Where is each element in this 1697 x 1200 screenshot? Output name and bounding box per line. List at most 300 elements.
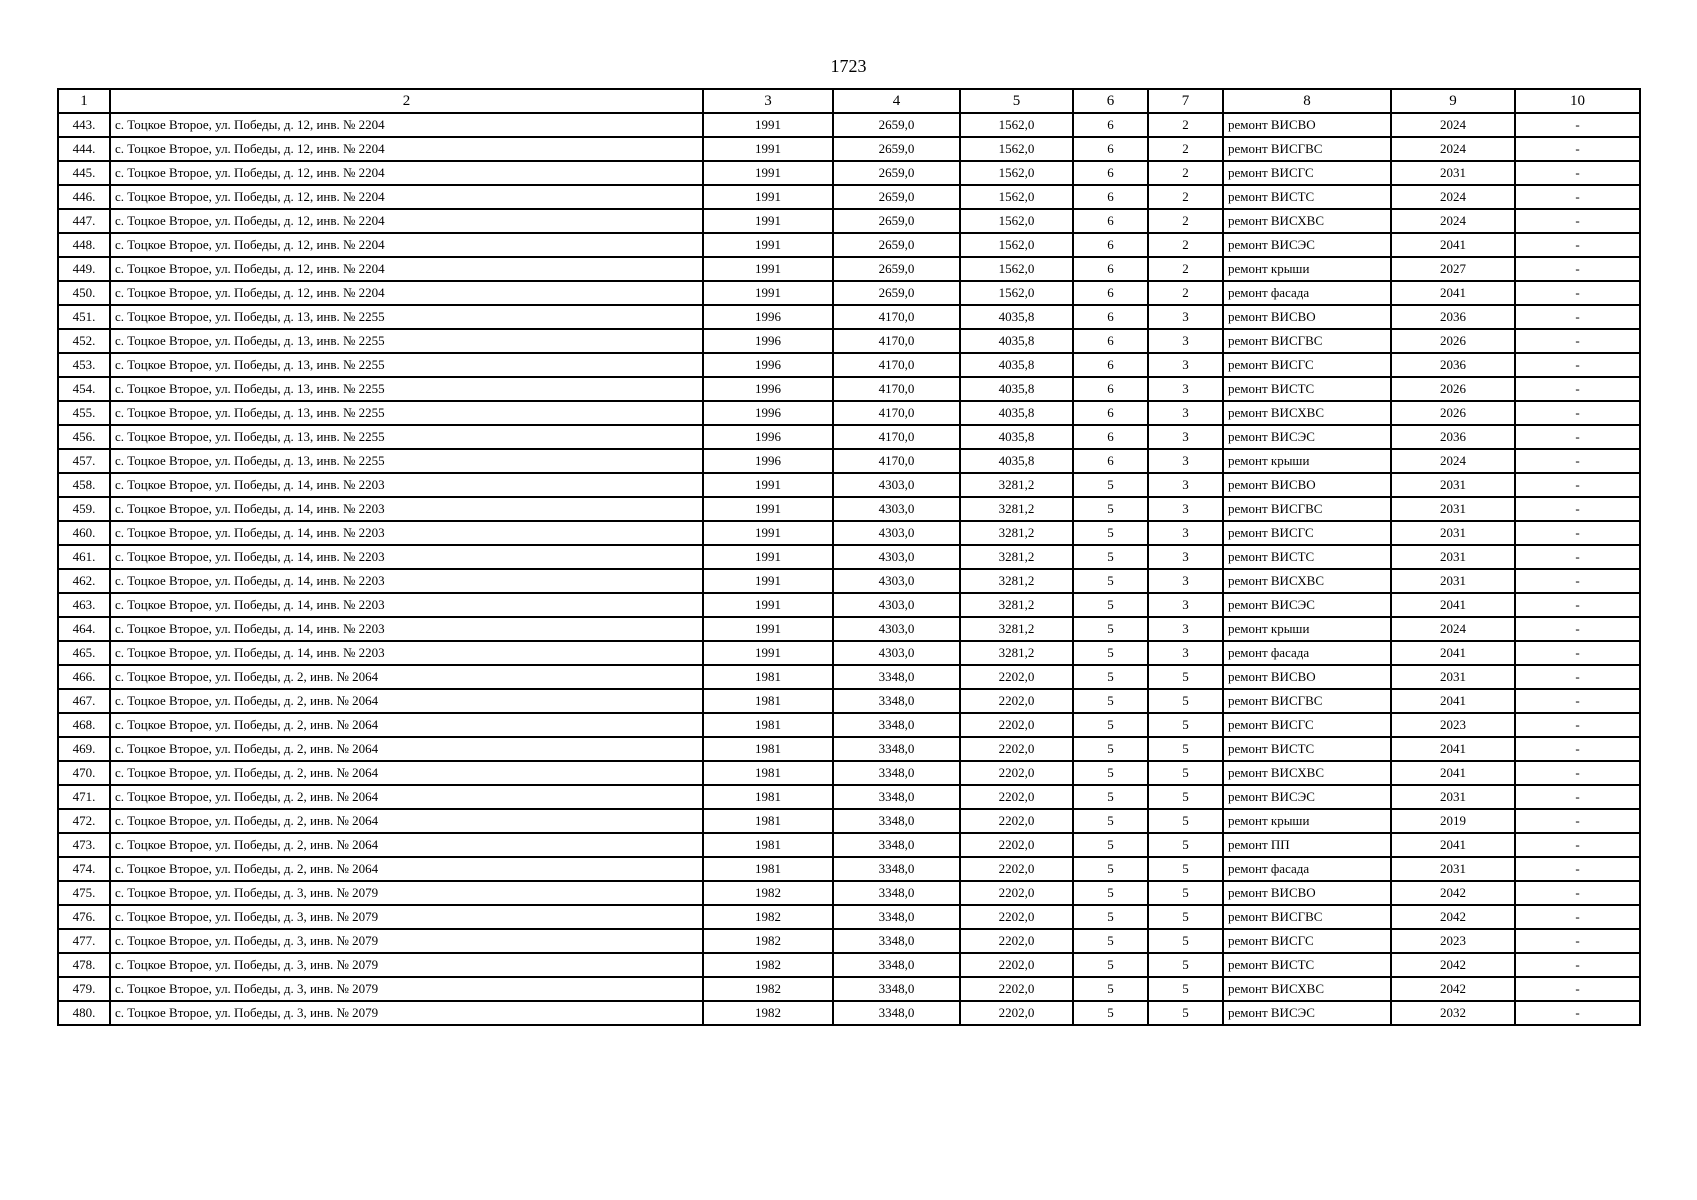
living-area-cell: 3281,2	[960, 641, 1073, 665]
total-area-cell: 4170,0	[833, 449, 960, 473]
living-area-cell: 3281,2	[960, 521, 1073, 545]
entrances-cell: 5	[1148, 809, 1223, 833]
plan-year-cell: 2024	[1391, 137, 1515, 161]
floors-cell: 6	[1073, 353, 1148, 377]
note-cell: -	[1515, 353, 1640, 377]
note-cell: -	[1515, 497, 1640, 521]
row-number-cell: 443.	[58, 113, 110, 137]
plan-year-cell: 2031	[1391, 161, 1515, 185]
work-type-cell: ремонт ВИСВО	[1223, 473, 1391, 497]
table-row	[58, 545, 1640, 569]
floors-cell: 5	[1073, 569, 1148, 593]
table-row	[58, 641, 1640, 665]
entrances-cell: 5	[1148, 905, 1223, 929]
column-header: 1	[58, 89, 110, 113]
column-header: 4	[833, 89, 960, 113]
table-row	[58, 833, 1640, 857]
row-number-cell: 444.	[58, 137, 110, 161]
note-cell: -	[1515, 617, 1640, 641]
year-cell: 1996	[703, 449, 833, 473]
table-row	[58, 377, 1640, 401]
year-cell: 1981	[703, 665, 833, 689]
year-cell: 1981	[703, 809, 833, 833]
entrances-cell: 3	[1148, 497, 1223, 521]
address-cell: с. Тоцкое Второе, ул. Победы, д. 14, инв. № 2203	[110, 473, 703, 497]
year-cell: 1996	[703, 353, 833, 377]
entrances-cell: 3	[1148, 401, 1223, 425]
note-cell: -	[1515, 281, 1640, 305]
work-type-cell: ремонт ВИСХВС	[1223, 569, 1391, 593]
year-cell: 1996	[703, 305, 833, 329]
address-cell: с. Тоцкое Второе, ул. Победы, д. 3, инв. № 2079	[110, 905, 703, 929]
address-cell: с. Тоцкое Второе, ул. Победы, д. 13, инв. № 2255	[110, 329, 703, 353]
total-area-cell: 4170,0	[833, 353, 960, 377]
note-cell: -	[1515, 1001, 1640, 1025]
floors-cell: 6	[1073, 305, 1148, 329]
year-cell: 1982	[703, 881, 833, 905]
entrances-cell: 5	[1148, 737, 1223, 761]
note-cell: -	[1515, 857, 1640, 881]
plan-year-cell: 2024	[1391, 113, 1515, 137]
table-row	[58, 1001, 1640, 1025]
plan-year-cell: 2041	[1391, 593, 1515, 617]
entrances-cell: 5	[1148, 977, 1223, 1001]
work-type-cell: ремонт ВИСГС	[1223, 161, 1391, 185]
work-type-cell: ремонт ВИСХВС	[1223, 761, 1391, 785]
plan-year-cell: 2041	[1391, 689, 1515, 713]
page-number: 1723	[830, 56, 867, 76]
total-area-cell: 3348,0	[833, 833, 960, 857]
column-header: 9	[1391, 89, 1515, 113]
row-number-cell: 471.	[58, 785, 110, 809]
address-cell: с. Тоцкое Второе, ул. Победы, д. 3, инв. № 2079	[110, 953, 703, 977]
plan-year-cell: 2024	[1391, 209, 1515, 233]
row-number-cell: 475.	[58, 881, 110, 905]
year-cell: 1991	[703, 161, 833, 185]
floors-cell: 5	[1073, 1001, 1148, 1025]
year-cell: 1982	[703, 929, 833, 953]
work-type-cell: ремонт ВИСТС	[1223, 545, 1391, 569]
entrances-cell: 5	[1148, 689, 1223, 713]
row-number-cell: 464.	[58, 617, 110, 641]
column-header: 8	[1223, 89, 1391, 113]
entrances-cell: 2	[1148, 209, 1223, 233]
table-row	[58, 161, 1640, 185]
work-type-cell: ремонт ВИСГС	[1223, 521, 1391, 545]
table-header-row	[58, 89, 1640, 113]
total-area-cell: 4303,0	[833, 617, 960, 641]
total-area-cell: 2659,0	[833, 113, 960, 137]
entrances-cell: 2	[1148, 281, 1223, 305]
address-cell: с. Тоцкое Второе, ул. Победы, д. 14, инв. № 2203	[110, 545, 703, 569]
entrances-cell: 5	[1148, 761, 1223, 785]
plan-year-cell: 2042	[1391, 905, 1515, 929]
work-type-cell: ремонт ВИСВО	[1223, 305, 1391, 329]
table-row	[58, 665, 1640, 689]
work-type-cell: ремонт крыши	[1223, 257, 1391, 281]
row-number-cell: 469.	[58, 737, 110, 761]
entrances-cell: 5	[1148, 713, 1223, 737]
total-area-cell: 4170,0	[833, 401, 960, 425]
total-area-cell: 3348,0	[833, 977, 960, 1001]
floors-cell: 5	[1073, 665, 1148, 689]
address-cell: с. Тоцкое Второе, ул. Победы, д. 12, инв. № 2204	[110, 161, 703, 185]
entrances-cell: 2	[1148, 257, 1223, 281]
floors-cell: 5	[1073, 809, 1148, 833]
plan-year-cell: 2031	[1391, 785, 1515, 809]
work-type-cell: ремонт ВИСГС	[1223, 929, 1391, 953]
entrances-cell: 3	[1148, 521, 1223, 545]
entrances-cell: 3	[1148, 449, 1223, 473]
plan-year-cell: 2042	[1391, 881, 1515, 905]
living-area-cell: 3281,2	[960, 593, 1073, 617]
year-cell: 1982	[703, 977, 833, 1001]
total-area-cell: 4170,0	[833, 305, 960, 329]
plan-year-cell: 2031	[1391, 545, 1515, 569]
work-type-cell: ремонт ВИСГВС	[1223, 497, 1391, 521]
living-area-cell: 1562,0	[960, 113, 1073, 137]
year-cell: 1991	[703, 569, 833, 593]
note-cell: -	[1515, 449, 1640, 473]
floors-cell: 5	[1073, 497, 1148, 521]
row-number-cell: 477.	[58, 929, 110, 953]
entrances-cell: 2	[1148, 233, 1223, 257]
year-cell: 1991	[703, 209, 833, 233]
table-row	[58, 569, 1640, 593]
total-area-cell: 4303,0	[833, 641, 960, 665]
total-area-cell: 3348,0	[833, 665, 960, 689]
table-row	[58, 521, 1640, 545]
table-row	[58, 305, 1640, 329]
total-area-cell: 2659,0	[833, 137, 960, 161]
work-type-cell: ремонт ВИСТС	[1223, 185, 1391, 209]
note-cell: -	[1515, 137, 1640, 161]
note-cell: -	[1515, 761, 1640, 785]
total-area-cell: 4303,0	[833, 569, 960, 593]
plan-year-cell: 2042	[1391, 953, 1515, 977]
year-cell: 1991	[703, 137, 833, 161]
table-row	[58, 497, 1640, 521]
address-cell: с. Тоцкое Второе, ул. Победы, д. 13, инв. № 2255	[110, 305, 703, 329]
note-cell: -	[1515, 569, 1640, 593]
row-number-cell: 463.	[58, 593, 110, 617]
table-row	[58, 449, 1640, 473]
entrances-cell: 5	[1148, 833, 1223, 857]
table-row	[58, 977, 1640, 1001]
note-cell: -	[1515, 473, 1640, 497]
address-cell: с. Тоцкое Второе, ул. Победы, д. 3, инв. № 2079	[110, 977, 703, 1001]
table-row	[58, 857, 1640, 881]
row-number-cell: 450.	[58, 281, 110, 305]
address-cell: с. Тоцкое Второе, ул. Победы, д. 13, инв. № 2255	[110, 353, 703, 377]
table-row	[58, 209, 1640, 233]
floors-cell: 6	[1073, 137, 1148, 161]
entrances-cell: 3	[1148, 545, 1223, 569]
work-type-cell: ремонт ВИСТС	[1223, 737, 1391, 761]
living-area-cell: 2202,0	[960, 905, 1073, 929]
table-row	[58, 257, 1640, 281]
living-area-cell: 2202,0	[960, 881, 1073, 905]
work-type-cell: ремонт фасада	[1223, 641, 1391, 665]
year-cell: 1991	[703, 281, 833, 305]
address-cell: с. Тоцкое Второе, ул. Победы, д. 2, инв. № 2064	[110, 689, 703, 713]
floors-cell: 5	[1073, 905, 1148, 929]
floors-cell: 5	[1073, 713, 1148, 737]
table-row	[58, 329, 1640, 353]
living-area-cell: 3281,2	[960, 545, 1073, 569]
total-area-cell: 4303,0	[833, 473, 960, 497]
row-number-cell: 452.	[58, 329, 110, 353]
floors-cell: 5	[1073, 545, 1148, 569]
plan-year-cell: 2027	[1391, 257, 1515, 281]
address-cell: с. Тоцкое Второе, ул. Победы, д. 13, инв. № 2255	[110, 425, 703, 449]
note-cell: -	[1515, 689, 1640, 713]
total-area-cell: 2659,0	[833, 161, 960, 185]
year-cell: 1981	[703, 857, 833, 881]
floors-cell: 5	[1073, 833, 1148, 857]
floors-cell: 5	[1073, 737, 1148, 761]
year-cell: 1982	[703, 1001, 833, 1025]
entrances-cell: 3	[1148, 305, 1223, 329]
floors-cell: 6	[1073, 113, 1148, 137]
plan-year-cell: 2031	[1391, 569, 1515, 593]
note-cell: -	[1515, 113, 1640, 137]
plan-year-cell: 2031	[1391, 521, 1515, 545]
row-number-cell: 449.	[58, 257, 110, 281]
year-cell: 1991	[703, 257, 833, 281]
plan-year-cell: 2019	[1391, 809, 1515, 833]
entrances-cell: 5	[1148, 929, 1223, 953]
year-cell: 1991	[703, 641, 833, 665]
table-row	[58, 809, 1640, 833]
address-cell: с. Тоцкое Второе, ул. Победы, д. 2, инв. № 2064	[110, 833, 703, 857]
living-area-cell: 1562,0	[960, 161, 1073, 185]
living-area-cell: 2202,0	[960, 929, 1073, 953]
row-number-cell: 446.	[58, 185, 110, 209]
address-cell: с. Тоцкое Второе, ул. Победы, д. 2, инв. № 2064	[110, 857, 703, 881]
row-number-cell: 462.	[58, 569, 110, 593]
work-type-cell: ремонт ВИСЭС	[1223, 233, 1391, 257]
note-cell: -	[1515, 593, 1640, 617]
living-area-cell: 2202,0	[960, 737, 1073, 761]
total-area-cell: 4170,0	[833, 329, 960, 353]
address-cell: с. Тоцкое Второе, ул. Победы, д. 12, инв. № 2204	[110, 209, 703, 233]
year-cell: 1981	[703, 713, 833, 737]
note-cell: -	[1515, 809, 1640, 833]
year-cell: 1996	[703, 329, 833, 353]
address-cell: с. Тоцкое Второе, ул. Победы, д. 13, инв. № 2255	[110, 377, 703, 401]
year-cell: 1991	[703, 617, 833, 641]
note-cell: -	[1515, 257, 1640, 281]
living-area-cell: 2202,0	[960, 977, 1073, 1001]
work-type-cell: ремонт ВИСГВС	[1223, 137, 1391, 161]
note-cell: -	[1515, 545, 1640, 569]
table-row	[58, 905, 1640, 929]
work-type-cell: ремонт ВИСВО	[1223, 881, 1391, 905]
row-number-cell: 459.	[58, 497, 110, 521]
year-cell: 1981	[703, 761, 833, 785]
year-cell: 1991	[703, 113, 833, 137]
address-cell: с. Тоцкое Второе, ул. Победы, д. 14, инв. № 2203	[110, 641, 703, 665]
column-header: 6	[1073, 89, 1148, 113]
note-cell: -	[1515, 785, 1640, 809]
row-number-cell: 472.	[58, 809, 110, 833]
note-cell: -	[1515, 929, 1640, 953]
table-row	[58, 473, 1640, 497]
living-area-cell: 3281,2	[960, 497, 1073, 521]
table-row	[58, 689, 1640, 713]
plan-year-cell: 2024	[1391, 449, 1515, 473]
entrances-cell: 3	[1148, 473, 1223, 497]
address-cell: с. Тоцкое Второе, ул. Победы, д. 12, инв. № 2204	[110, 281, 703, 305]
work-type-cell: ремонт ВИСГВС	[1223, 905, 1391, 929]
year-cell: 1991	[703, 233, 833, 257]
row-number-cell: 454.	[58, 377, 110, 401]
table-row	[58, 761, 1640, 785]
work-type-cell: ремонт ВИСГВС	[1223, 329, 1391, 353]
living-area-cell: 2202,0	[960, 833, 1073, 857]
plan-year-cell: 2031	[1391, 857, 1515, 881]
plan-year-cell: 2023	[1391, 713, 1515, 737]
plan-year-cell: 2026	[1391, 377, 1515, 401]
total-area-cell: 3348,0	[833, 809, 960, 833]
year-cell: 1981	[703, 737, 833, 761]
total-area-cell: 3348,0	[833, 857, 960, 881]
address-cell: с. Тоцкое Второе, ул. Победы, д. 2, инв. № 2064	[110, 785, 703, 809]
table-row	[58, 617, 1640, 641]
address-cell: с. Тоцкое Второе, ул. Победы, д. 14, инв. № 2203	[110, 497, 703, 521]
floors-cell: 5	[1073, 785, 1148, 809]
entrances-cell: 2	[1148, 185, 1223, 209]
total-area-cell: 3348,0	[833, 881, 960, 905]
entrances-cell: 5	[1148, 881, 1223, 905]
total-area-cell: 3348,0	[833, 1001, 960, 1025]
year-cell: 1991	[703, 593, 833, 617]
entrances-cell: 3	[1148, 641, 1223, 665]
floors-cell: 5	[1073, 617, 1148, 641]
note-cell: -	[1515, 833, 1640, 857]
note-cell: -	[1515, 377, 1640, 401]
row-number-cell: 474.	[58, 857, 110, 881]
year-cell: 1991	[703, 521, 833, 545]
note-cell: -	[1515, 641, 1640, 665]
plan-year-cell: 2032	[1391, 1001, 1515, 1025]
floors-cell: 5	[1073, 857, 1148, 881]
total-area-cell: 3348,0	[833, 737, 960, 761]
living-area-cell: 4035,8	[960, 353, 1073, 377]
table-row	[58, 353, 1640, 377]
floors-cell: 5	[1073, 977, 1148, 1001]
note-cell: -	[1515, 185, 1640, 209]
total-area-cell: 3348,0	[833, 785, 960, 809]
table-row	[58, 425, 1640, 449]
work-type-cell: ремонт ВИСЭС	[1223, 785, 1391, 809]
living-area-cell: 1562,0	[960, 233, 1073, 257]
work-type-cell: ремонт крыши	[1223, 617, 1391, 641]
address-cell: с. Тоцкое Второе, ул. Победы, д. 12, инв. № 2204	[110, 185, 703, 209]
total-area-cell: 4170,0	[833, 377, 960, 401]
year-cell: 1982	[703, 905, 833, 929]
table-row	[58, 137, 1640, 161]
table-row	[58, 953, 1640, 977]
table-row	[58, 233, 1640, 257]
entrances-cell: 5	[1148, 857, 1223, 881]
plan-year-cell: 2031	[1391, 473, 1515, 497]
floors-cell: 6	[1073, 233, 1148, 257]
floors-cell: 6	[1073, 449, 1148, 473]
work-type-cell: ремонт ВИСВО	[1223, 665, 1391, 689]
note-cell: -	[1515, 305, 1640, 329]
living-area-cell: 4035,8	[960, 425, 1073, 449]
floors-cell: 5	[1073, 641, 1148, 665]
address-cell: с. Тоцкое Второе, ул. Победы, д. 3, инв. № 2079	[110, 929, 703, 953]
living-area-cell: 4035,8	[960, 449, 1073, 473]
plan-year-cell: 2042	[1391, 977, 1515, 1001]
year-cell: 1981	[703, 785, 833, 809]
total-area-cell: 3348,0	[833, 905, 960, 929]
living-area-cell: 4035,8	[960, 305, 1073, 329]
living-area-cell: 3281,2	[960, 617, 1073, 641]
plan-year-cell: 2041	[1391, 761, 1515, 785]
floors-cell: 6	[1073, 209, 1148, 233]
address-cell: с. Тоцкое Второе, ул. Победы, д. 12, инв. № 2204	[110, 113, 703, 137]
floors-cell: 6	[1073, 377, 1148, 401]
total-area-cell: 2659,0	[833, 257, 960, 281]
total-area-cell: 2659,0	[833, 233, 960, 257]
work-type-cell: ремонт ВИСЭС	[1223, 425, 1391, 449]
floors-cell: 5	[1073, 593, 1148, 617]
year-cell: 1981	[703, 689, 833, 713]
row-number-cell: 445.	[58, 161, 110, 185]
work-type-cell: ремонт ВИСГС	[1223, 353, 1391, 377]
column-header: 2	[110, 89, 703, 113]
row-number-cell: 460.	[58, 521, 110, 545]
registry-table	[57, 88, 1641, 1026]
total-area-cell: 3348,0	[833, 953, 960, 977]
total-area-cell: 3348,0	[833, 713, 960, 737]
total-area-cell: 4303,0	[833, 545, 960, 569]
living-area-cell: 1562,0	[960, 137, 1073, 161]
entrances-cell: 3	[1148, 329, 1223, 353]
work-type-cell: ремонт ВИСХВС	[1223, 209, 1391, 233]
floors-cell: 6	[1073, 425, 1148, 449]
table-row	[58, 713, 1640, 737]
note-cell: -	[1515, 713, 1640, 737]
entrances-cell: 5	[1148, 1001, 1223, 1025]
living-area-cell: 2202,0	[960, 1001, 1073, 1025]
living-area-cell: 1562,0	[960, 281, 1073, 305]
living-area-cell: 2202,0	[960, 953, 1073, 977]
row-number-cell: 447.	[58, 209, 110, 233]
total-area-cell: 2659,0	[833, 281, 960, 305]
floors-cell: 6	[1073, 161, 1148, 185]
work-type-cell: ремонт ВИСХВС	[1223, 401, 1391, 425]
total-area-cell: 3348,0	[833, 689, 960, 713]
note-cell: -	[1515, 161, 1640, 185]
address-cell: с. Тоцкое Второе, ул. Победы, д. 14, инв. № 2203	[110, 593, 703, 617]
table-row	[58, 737, 1640, 761]
note-cell: -	[1515, 233, 1640, 257]
plan-year-cell: 2036	[1391, 305, 1515, 329]
floors-cell: 5	[1073, 473, 1148, 497]
work-type-cell: ремонт ПП	[1223, 833, 1391, 857]
year-cell: 1996	[703, 401, 833, 425]
entrances-cell: 5	[1148, 953, 1223, 977]
year-cell: 1982	[703, 953, 833, 977]
floors-cell: 5	[1073, 761, 1148, 785]
living-area-cell: 4035,8	[960, 377, 1073, 401]
year-cell: 1991	[703, 545, 833, 569]
